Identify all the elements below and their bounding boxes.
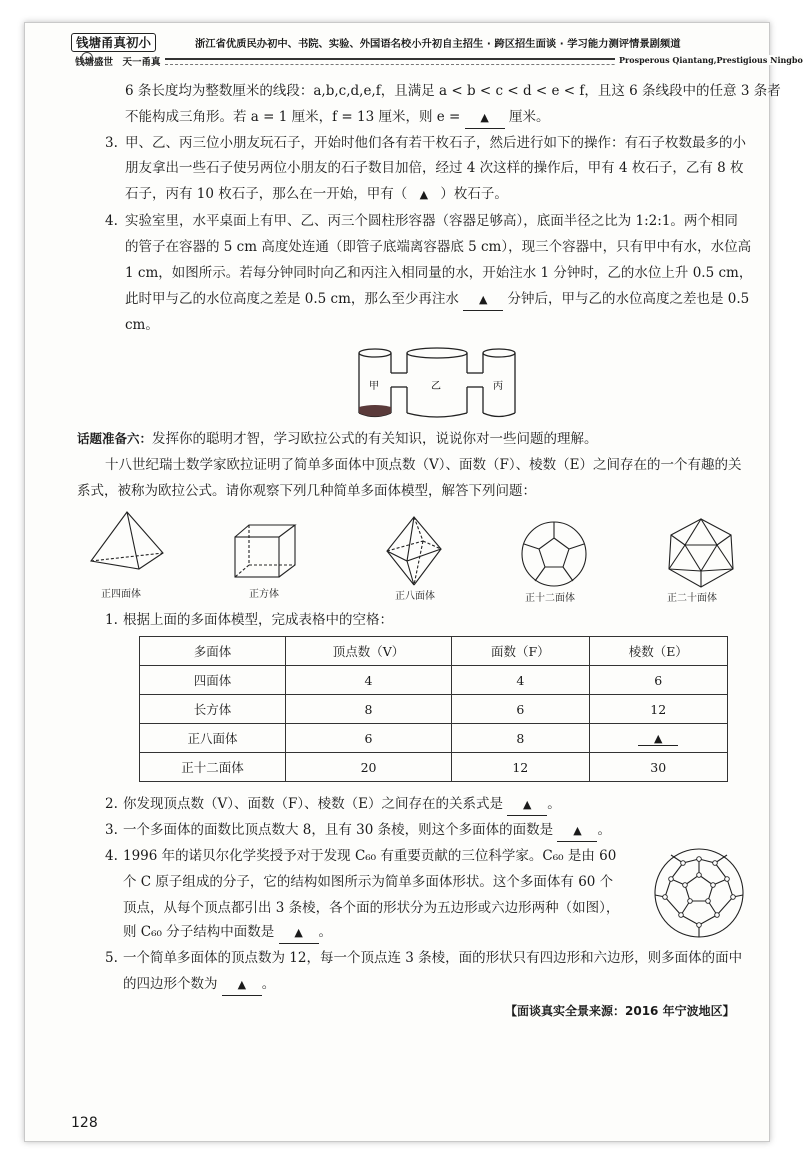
q4-line4-end: 分钟后，甲与乙的水位高度之差也是 0.5: [507, 291, 750, 307]
euler-q5-l2-text: 的四边形个数为: [123, 976, 218, 992]
q4-answer-blank[interactable]: [463, 289, 503, 311]
label-icosahedron: 正二十面体: [667, 593, 717, 604]
label-tetrahedron: 正四面体: [101, 589, 141, 600]
q4-line5: cm。: [125, 317, 159, 333]
cell-name: 长方体: [140, 695, 286, 724]
table-header-row: [140, 637, 728, 666]
topic6-heading-label: 话题准备六：: [77, 431, 153, 446]
euler-q4-l3: 顶点，从每个顶点都引出 3 条棱，各个面的形状分为五边形或六边形两种（如图），: [123, 900, 620, 916]
q2-line2: [125, 107, 549, 129]
cell-faces: 12: [452, 753, 589, 782]
cell-faces: 8: [452, 724, 589, 753]
blank-mark: ▲: [523, 798, 532, 811]
cell-name: 四面体: [140, 666, 286, 695]
icosahedron-figure: [663, 517, 739, 589]
euler-q2: 你发现顶点数（V）、面数（F）、棱数（E）之间存在的关系式是 ▲ 。: [123, 794, 561, 816]
euler-q4-blank[interactable]: [279, 922, 319, 944]
container-figure: [355, 345, 525, 421]
source-note: 【面谈真实全景来源：2016 年宁波地区】: [505, 1004, 735, 1018]
series-badge-text: 钱塘甬真初小: [76, 35, 152, 50]
euler-q3: 一个多面体的面数比顶点数大 8，且有 30 条棱，则这个多面体的面数是 ▲ 。: [123, 820, 611, 842]
cell-edges: 6: [589, 666, 727, 695]
q4-line4-text: 此时甲与乙的水位高度之差是 0.5 cm，那么至少再注水: [125, 291, 459, 307]
cell-name: 正八面体: [140, 724, 286, 753]
header-circle-icon: [81, 52, 93, 64]
table-row: [140, 666, 728, 695]
cell-edges: 30: [589, 753, 727, 782]
label-octahedron: 正八面体: [395, 591, 435, 602]
dodecahedron-figure: [517, 519, 591, 589]
q3-line3-text: 石子，丙有 10 枚石子，那么在一开始，甲有（: [125, 186, 408, 202]
euler-q2-blank[interactable]: [507, 794, 547, 816]
table-q-prompt: 根据上面的多面体模型，完成表格中的空格：: [123, 612, 393, 628]
table-row: [140, 695, 728, 724]
euler-q4-l1: 1996 年的诺贝尔化学奖授予对于发现 C₆₀ 有重要贡献的三位科学家。C₆₀ 是由 60: [123, 848, 617, 864]
cell-vertices: 6: [285, 724, 451, 753]
euler-q4-l4-text: 则 C₆₀ 分子结构中面数是: [123, 924, 275, 940]
blank-mark: ▲: [573, 824, 582, 837]
cell-faces: 6: [452, 695, 589, 724]
euler-q5-l2: 的四边形个数为 ▲ 。: [123, 974, 275, 996]
blank-mark: ▲: [237, 978, 247, 991]
q2-line2-text: 不能构成三角形。若 a = 1 厘米，f = 13 厘米，则 e =: [125, 109, 461, 125]
q4-line2: 的管子在容器的 5 cm 高度处连通（即管子底端离容器底 5 cm），现三个容器中，只有甲中有水，水位高: [125, 239, 752, 255]
euler-q3-blank[interactable]: [557, 820, 597, 842]
topic6-heading: [77, 429, 598, 449]
q3-answer-mark[interactable]: ▲: [419, 188, 429, 201]
octahedron-figure: [383, 515, 445, 587]
col-header-vertices: 顶点数（V）: [285, 637, 451, 666]
blank-mark: ▲: [294, 926, 303, 939]
cell-vertices: 4: [285, 666, 451, 695]
euler-q5-l1: 一个简单多面体的顶点数为 12，每一个顶点连 3 条棱，面的形状只有四边形和六边形，则多面体的面中: [123, 950, 743, 966]
tetrahedron-figure: [87, 509, 167, 573]
q3-line3-end: ）枚石子。: [440, 186, 508, 202]
q2-answer-blank[interactable]: [465, 107, 505, 129]
series-badge: [71, 33, 156, 52]
polyhedra-table: [139, 636, 728, 782]
euler-q5-number: 5.: [105, 950, 118, 966]
col-header-polyhedron: 多面体: [140, 637, 286, 666]
q4-line3: 1 cm，如图所示。若每分钟同时向乙和丙注入相同量的水，开始注水 1 分钟时，乙的水位上升 0.5 cm，: [125, 265, 753, 281]
q4-line4: [125, 289, 749, 311]
q2-line1: 6 条长度均为整数厘米的线段：a,b,c,d,e,f，且满足 a < b < c < d < e < f，且这 6 条线段中的任意 3 条者: [125, 83, 781, 99]
col-header-edges: 棱数（E）: [589, 637, 727, 666]
topic6-intro2: 系式，被称为欧拉公式。请你观察下列几种简单多面体模型，解答下列问题：: [77, 483, 536, 499]
edges-answer-blank[interactable]: ▲: [638, 732, 678, 746]
cell-vertices: 20: [285, 753, 451, 782]
fig-label-jia: 甲: [369, 381, 379, 392]
fig-label-bing: 丙: [493, 381, 503, 392]
euler-q5-blank[interactable]: [222, 974, 262, 996]
cell-faces: 4: [452, 666, 589, 695]
q3-line2: 朋友拿出一些石子使另两位小朋友的石子数目加倍，经过 4 次这样的操作后，甲有 4 枚石子，乙有 8 枚: [125, 160, 744, 176]
table-q-number: 1.: [105, 612, 118, 628]
book-page: [25, 23, 803, 1141]
cell-name: 正十二面体: [140, 753, 286, 782]
euler-q2-text: 你发现顶点数（V）、面数（F）、棱数（E）之间存在的关系式是: [123, 796, 503, 812]
col-header-faces: 面数（F）: [452, 637, 589, 666]
cell-edges-blank[interactable]: [589, 724, 727, 753]
q4-line1: 实验室里，水平桌面上有甲、乙、丙三个圆柱形容器（容器足够高），底面半径之比为 1:2:1。两个相同: [125, 213, 738, 229]
label-dodecahedron: 正十二面体: [525, 593, 575, 604]
q4-number: 4.: [105, 213, 118, 229]
series-sub: 钱塘盛世 天一甬真: [75, 57, 161, 68]
header-title-en: Prosperous Qiantang,Prestigious Ningbo: [615, 55, 803, 65]
euler-q2-number: 2.: [105, 796, 118, 812]
page-number: 128: [71, 1115, 98, 1131]
blank-mark: ▲: [480, 111, 489, 124]
table-row: [140, 753, 728, 782]
euler-q3-text: 一个多面体的面数比顶点数大 8，且有 30 条棱，则这个多面体的面数是: [123, 822, 554, 838]
c60-figure: [651, 845, 747, 941]
topic6-intro1: 十八世纪瑞士数学家欧拉证明了简单多面体中顶点数（V）、面数（F）、棱数（E）之间存在的一个有趣的关: [105, 457, 742, 473]
euler-q3-number: 3.: [105, 822, 118, 838]
label-cube: 正方体: [249, 589, 279, 600]
euler-q4-number: 4.: [105, 848, 118, 864]
q3-number: 3.: [105, 135, 118, 151]
water-level: [359, 405, 391, 417]
q3-line3: [125, 184, 508, 205]
q2-line2-end: 厘米。: [508, 109, 550, 125]
header-title: 浙江省优质民办初中、书院、实验、外国语名校小升初自主招生 · 跨区招生面谈 · 学习能力测评情景剧频道: [195, 38, 681, 50]
q3-line1: 甲、乙、丙三位小朋友玩石子，开始时他们各有若干枚石子，然后进行如下的操作：有石子枚数最多的小: [125, 135, 746, 151]
blank-mark: ▲: [478, 293, 488, 306]
fig-label-yi: 乙: [431, 381, 441, 392]
table-row: [140, 724, 728, 753]
cube-figure: [231, 523, 299, 581]
euler-q4-l2: 个 C 原子组成的分子，它的结构如图所示为简单多面体形状。这个多面体有 60 个: [123, 874, 614, 890]
topic6-heading-text: 发挥你的聪明才智，学习欧拉公式的有关知识，说说你对一些问题的理解。: [152, 431, 598, 447]
euler-q4-l4: 则 C₆₀ 分子结构中面数是 ▲ 。: [123, 922, 332, 944]
page-frame: [24, 22, 803, 1142]
cell-edges: 12: [589, 695, 727, 724]
cell-vertices: 8: [285, 695, 451, 724]
